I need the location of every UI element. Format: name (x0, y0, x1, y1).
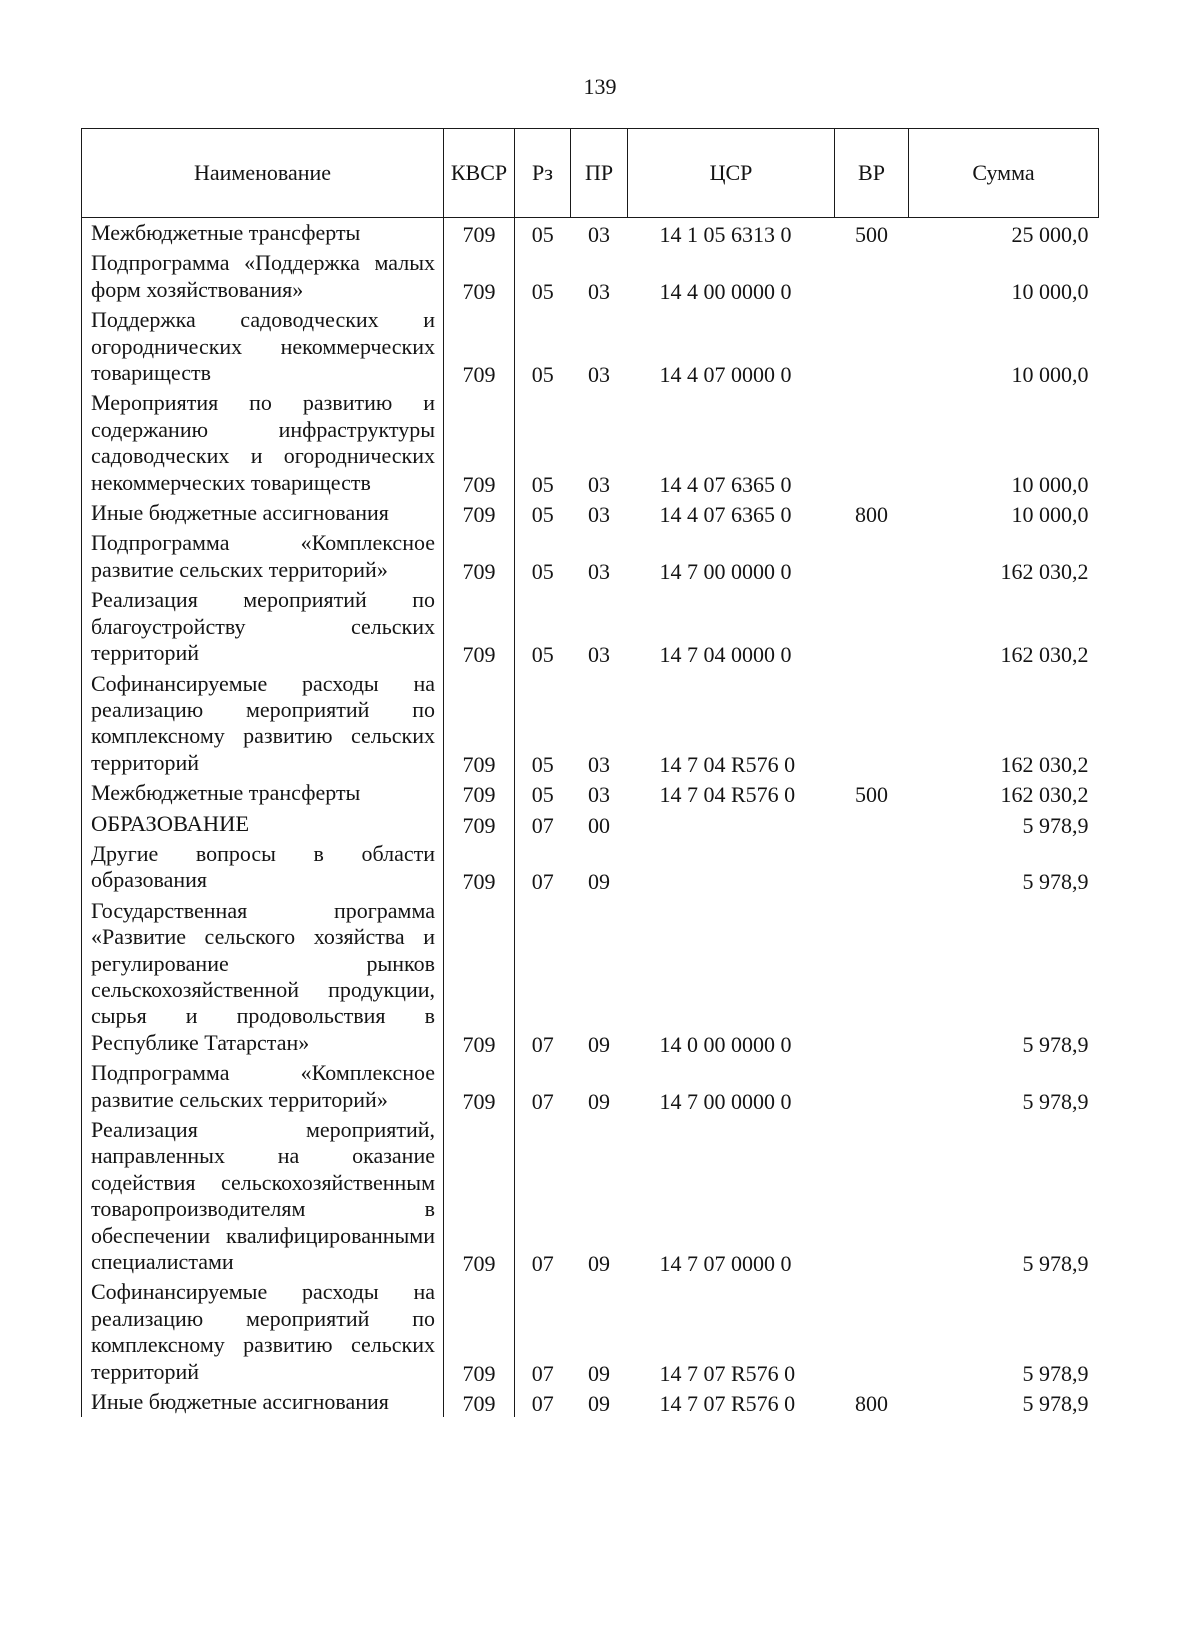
cell-csr: 14 4 07 6365 0 (659, 471, 792, 497)
cell-rz: 05 (531, 642, 554, 668)
table-row (82, 1387, 1099, 1417)
header-name: Наименование (82, 129, 444, 218)
cell-rz: 07 (531, 1391, 554, 1417)
cell-pr: 03 (588, 642, 610, 668)
table-header (82, 129, 1099, 218)
cell-kvsr: 709 (444, 896, 515, 1058)
cell-rz: 07 (531, 812, 554, 838)
cell-csr: 14 7 04 R576 0 (659, 782, 796, 808)
cell-pr: 09 (588, 1031, 610, 1057)
cell-vr (835, 669, 909, 779)
header-vr: ВР (835, 129, 909, 218)
cell-rz: 05 (531, 751, 554, 777)
cell-sum: 10 000,0 (1011, 362, 1089, 388)
cell-sum: 162 030,2 (1000, 558, 1089, 584)
cell-name: Реализация мероприятий по благоустройству сельских территорий (82, 585, 444, 668)
cell-name: ОБРАЗОВАНИЕ (82, 809, 444, 839)
cell-vr (835, 585, 909, 668)
cell-csr (628, 809, 835, 839)
cell-rz: 05 (531, 502, 554, 528)
cell-kvsr: 709 (444, 218, 515, 249)
cell-vr: 500 (855, 782, 888, 808)
cell-kvsr: 709 (444, 388, 515, 498)
cell-rz: 07 (531, 1360, 554, 1386)
cell-csr: 14 7 07 R576 0 (659, 1391, 796, 1417)
cell-sum: 162 030,2 (1000, 782, 1089, 808)
cell-pr: 03 (588, 278, 610, 304)
cell-vr (835, 388, 909, 498)
cell-pr: 03 (588, 502, 610, 528)
cell-csr: 14 7 07 R576 0 (659, 1360, 796, 1386)
cell-rz: 05 (531, 782, 554, 808)
cell-vr (835, 896, 909, 1058)
cell-rz: 07 (531, 869, 554, 895)
cell-sum: 162 030,2 (1000, 751, 1089, 777)
table-row (82, 305, 1099, 388)
cell-csr: 14 1 05 6313 0 (659, 222, 792, 247)
cell-sum: 10 000,0 (1011, 278, 1089, 304)
cell-sum: 5 978,9 (1022, 1251, 1089, 1277)
cell-sum: 162 030,2 (1000, 642, 1089, 668)
cell-csr: 14 7 00 0000 0 (659, 1088, 792, 1114)
table-row (82, 585, 1099, 668)
cell-sum: 5 978,9 (1022, 1031, 1089, 1057)
table-row (82, 498, 1099, 528)
cell-kvsr: 709 (444, 1387, 515, 1417)
cell-sum: 5 978,9 (1022, 869, 1089, 895)
table-row (82, 388, 1099, 498)
cell-csr: 14 7 04 R576 0 (659, 751, 796, 777)
cell-rz: 05 (531, 471, 554, 497)
page-number: 139 (583, 74, 617, 99)
table-row (82, 1277, 1099, 1387)
cell-kvsr: 709 (444, 1058, 515, 1115)
cell-pr: 09 (588, 869, 610, 895)
cell-vr: 800 (855, 502, 888, 528)
cell-name: Межбюджетные трансферты (82, 218, 444, 249)
cell-pr: 09 (588, 1360, 610, 1386)
cell-vr (835, 528, 909, 585)
cell-rz: 05 (531, 558, 554, 584)
cell-name: Поддержка садоводческих и огороднических некоммерческих товариществ (82, 305, 444, 388)
cell-kvsr: 709 (444, 1115, 515, 1277)
table-row (82, 218, 1099, 249)
header-pr: ПР (571, 129, 628, 218)
cell-name: Реализация мероприятий, направленных на оказание содействия сельскохозяйственным товаропроизводителям в обеспечении квалифицированными специалистами (82, 1115, 444, 1277)
cell-name: Подпрограмма «Комплексное развитие сельских территорий» (82, 528, 444, 585)
cell-sum: 25 000,0 (1011, 222, 1089, 247)
cell-pr: 03 (588, 558, 610, 584)
cell-name: Государственная программа «Развитие сельского хозяйства и регулирование рынков сельскохозяйственной продукции, сырья и продовольствия в Республике Татарстан» (82, 896, 444, 1058)
cell-rz: 05 (531, 278, 554, 304)
cell-csr: 14 4 00 0000 0 (659, 278, 792, 304)
cell-kvsr: 709 (444, 528, 515, 585)
table-row (82, 528, 1099, 585)
cell-sum: 5 978,9 (1022, 1391, 1089, 1417)
cell-vr (835, 1115, 909, 1277)
cell-kvsr: 709 (444, 839, 515, 896)
cell-sum: 5 978,9 (1022, 1088, 1089, 1114)
header-kvsr: КВСР (444, 129, 515, 218)
cell-vr: 500 (855, 222, 888, 247)
cell-vr (835, 809, 909, 839)
cell-name: Софинансируемые расходы на реализацию мероприятий по комплексному развитию сельских территорий (82, 1277, 444, 1387)
cell-pr: 09 (588, 1088, 610, 1114)
cell-kvsr: 709 (444, 809, 515, 839)
table-body (82, 218, 1099, 1418)
cell-name: Подпрограмма «Поддержка малых форм хозяйствования» (82, 248, 444, 305)
cell-vr: 800 (855, 1391, 888, 1417)
table-row (82, 248, 1099, 305)
cell-pr: 09 (588, 1251, 610, 1277)
budget-table (81, 128, 1099, 1417)
cell-csr: 14 4 07 0000 0 (659, 362, 792, 388)
cell-csr: 14 7 00 0000 0 (659, 558, 792, 584)
cell-name: Софинансируемые расходы на реализацию мероприятий по комплексному развитию сельских территорий (82, 669, 444, 779)
cell-name: Иные бюджетные ассигнования (82, 1387, 444, 1417)
table-row (82, 809, 1099, 839)
cell-vr (835, 1277, 909, 1387)
cell-sum: 10 000,0 (1011, 502, 1089, 528)
header-rz: Рз (515, 129, 571, 218)
cell-sum: 5 978,9 (1022, 812, 1089, 838)
table-row (82, 896, 1099, 1058)
cell-vr (835, 839, 909, 896)
cell-csr: 14 7 04 0000 0 (659, 642, 792, 668)
table-row (82, 669, 1099, 779)
table-row (82, 778, 1099, 808)
cell-name: Подпрограмма «Комплексное развитие сельских территорий» (82, 1058, 444, 1115)
cell-name: Иные бюджетные ассигнования (82, 498, 444, 528)
header-sum: Сумма (909, 129, 1099, 218)
cell-kvsr: 709 (444, 305, 515, 388)
cell-rz: 05 (531, 222, 554, 247)
cell-kvsr: 709 (444, 248, 515, 305)
cell-csr: 14 4 07 6365 0 (659, 502, 792, 528)
cell-pr: 03 (588, 751, 610, 777)
table-row (82, 839, 1099, 896)
table-row (82, 1115, 1099, 1277)
cell-kvsr: 709 (444, 778, 515, 808)
cell-pr: 09 (588, 1391, 610, 1417)
cell-rz: 05 (531, 362, 554, 388)
cell-sum: 5 978,9 (1022, 1360, 1089, 1386)
table-row (82, 1058, 1099, 1115)
cell-pr: 03 (588, 782, 610, 808)
cell-csr: 14 0 00 0000 0 (659, 1031, 792, 1057)
cell-kvsr: 709 (444, 1277, 515, 1387)
cell-sum: 10 000,0 (1011, 471, 1089, 497)
cell-name: Другие вопросы в области образования (82, 839, 444, 896)
cell-pr: 03 (588, 222, 610, 247)
cell-csr (628, 839, 835, 896)
cell-rz: 07 (531, 1031, 554, 1057)
cell-vr (835, 248, 909, 305)
cell-kvsr: 709 (444, 498, 515, 528)
cell-csr: 14 7 07 0000 0 (659, 1251, 792, 1277)
header-row (82, 129, 1099, 218)
cell-kvsr: 709 (444, 669, 515, 779)
cell-name: Межбюджетные трансферты (82, 778, 444, 808)
cell-name: Мероприятия по развитию и содержанию инфраструктуры садоводческих и огороднических некоммерческих товариществ (82, 388, 444, 498)
cell-kvsr: 709 (444, 585, 515, 668)
cell-pr: 00 (588, 812, 610, 838)
cell-rz: 07 (531, 1251, 554, 1277)
header-csr: ЦСР (628, 129, 835, 218)
cell-rz: 07 (531, 1088, 554, 1114)
cell-vr (835, 305, 909, 388)
cell-pr: 03 (588, 471, 610, 497)
cell-vr (835, 1058, 909, 1115)
cell-pr: 03 (588, 362, 610, 388)
